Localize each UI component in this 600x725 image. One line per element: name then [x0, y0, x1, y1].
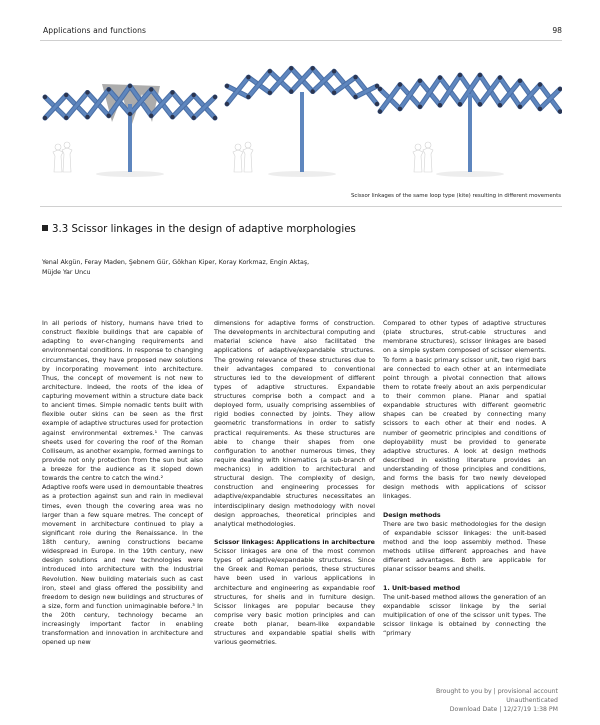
scissor-joint: [378, 87, 382, 91]
author-list: [42, 258, 342, 278]
page-number: 98: [552, 26, 562, 35]
human-silhouette-head: [55, 144, 61, 150]
scissor-joint: [311, 89, 315, 93]
scissor-joint: [107, 114, 111, 118]
col3-paragraph-1: Compared to other types of adaptive structures (plate structures, strut-cable structures and membrane structures), scissor linkages are based on a simple system composed of scissor elements. To form a basic primary scissor unit, two rigid bars are connected to each other at an intermediate point through a pivotal connection that allows them to rotate freely about an axis perpendicular to their common plane. Planar and spatial expandable structures with different geometric shapes can be created by connecting many scissors to each other at their end nodes. A number of geometric principles and conditions of deployability must be provided to generate adaptive structures. A look at design methods described in existing literature provides an understanding of those principles and conditions, and forms the basis for two newly developed design methods with applications of scissor linkages.: [383, 320, 546, 501]
scissor-joint: [478, 73, 482, 77]
scissor-joint: [538, 82, 542, 86]
scissor-joint: [149, 114, 153, 118]
scissor-joint: [170, 90, 174, 94]
scissor-joint: [268, 69, 272, 73]
scissor-joint: [538, 107, 542, 111]
human-silhouette-body: [53, 150, 63, 172]
human-silhouette-body: [62, 148, 72, 172]
scissor-joint: [268, 91, 272, 95]
section-square-icon: [42, 225, 48, 231]
scissor-joint: [353, 95, 357, 99]
footer-line-1: Brought to you by | provisional account: [435, 688, 558, 695]
scissor-joint: [43, 116, 47, 120]
scissor-joint: [332, 91, 336, 95]
col3-heading-design-methods: Design methods: [383, 511, 441, 519]
authors-line-2: Müjde Yar Uncu: [42, 269, 91, 277]
scissor-bar-highlight: [227, 77, 248, 104]
human-silhouette-body: [423, 148, 433, 172]
scissor-joint: [128, 112, 132, 116]
scissor-joint: [85, 115, 89, 119]
scissor-joint: [64, 93, 68, 97]
footer-line-2: Unauthenticated: [506, 696, 558, 704]
scissor-joint: [246, 75, 250, 79]
caption-rule: [40, 206, 562, 207]
scissor-joint: [85, 90, 89, 94]
col2-paragraph-2: Scissor linkages are one of the most common types of adaptive/expandable structures. Since the Greek and Roman periods, these structures have been used in various applications in architecture and engineering as expandable roof structures, for shells and in furniture design. Scissor linkages are popular because they comprise very basic motion principles and can create both planar, beam-like expandable structures and expandable spatial shells with various geometries.: [214, 548, 375, 647]
col2-paragraph-1: dimensions for adaptive forms of construction. The developments in architectural computing and material science have also facilitated the applications of adaptive/expandable structures. The growing relevance of these structures due to their advantages compared to conventional structures led to the development of different types of adaptive structures. Expandable structures comprise both a compact and a deployed form, usually comprising assemblies of rigid bodies connected by joints. They allow geometric transformations in order to satisfy practical requirements. As these structures are able to change their shapes from one configuration to another numerous times, they require dealing with kinematics (a sub-branch of mechanics) in addition to architectural and structural design. The complexity of design, construction and engineering processes for adaptive/expandable structures necessitates an interdisciplinary design methodology with novel design approaches, theoretical principles and analytical methodologies.: [214, 320, 375, 528]
running-title: Applications and functions: [43, 26, 147, 35]
scissor-joint: [246, 95, 250, 99]
scissor-joint: [418, 79, 422, 83]
footer-line-3: Download Date | 12/27/19 1:38 PM: [449, 705, 558, 713]
scissor-joint: [438, 75, 442, 79]
section-title: [42, 224, 356, 235]
scissor-joint: [107, 87, 111, 91]
scissor-joint: [558, 109, 562, 113]
col3-paragraph-2: There are two basic methodologies for the design of expandable scissor linkages: the unit-based method and the loop assembly method. These methods utilise different approaches and have different advantages. Both are applicable for planar scissor beams and shells.: [383, 520, 546, 574]
scissor-joint: [225, 102, 229, 106]
scissor-joint: [458, 73, 462, 77]
scissor-joint: [128, 84, 132, 88]
scissor-joint: [418, 104, 422, 108]
scissor-joint: [378, 109, 382, 113]
col2-heading: Scissor linkages: Applications in architecture: [214, 538, 375, 546]
human-silhouette-head: [425, 142, 431, 148]
scissor-joint: [192, 116, 196, 120]
scissor-joint: [353, 75, 357, 79]
scissor-joint: [438, 103, 442, 107]
section-title-text: 3.3 Scissor linkages in the design of adaptive morphologies: [52, 224, 356, 235]
scissor-joint: [498, 75, 502, 79]
figure-bars-layer: [45, 68, 560, 172]
scissor-joint: [332, 69, 336, 73]
figure-caption: Scissor linkages of the same loop type (kite) resulting in different movements: [350, 193, 561, 199]
col3-heading-unit-based: 1. Unit-based method: [383, 584, 461, 592]
scissor-joint: [225, 84, 229, 88]
scissor-joint: [375, 102, 379, 106]
scissor-linkage-figure: [40, 44, 562, 190]
header-rule: [40, 40, 562, 41]
human-silhouette-body: [413, 150, 423, 172]
human-silhouette-body: [233, 150, 243, 172]
scissor-joint: [398, 107, 402, 111]
text-column-3: [383, 319, 546, 638]
col1-paragraph-1: In all periods of history, humans have tried to construct flexible buildings that are capable of adapting to ever-changing requirements and environmental conditions. In response to changing circumstances, they have proposed new solutions by incorporating movement into architecture. Thus, the concept of movement is not new to architecture. Indeed, the roots of the idea of capturing movement within a structure date back to ancient times. Simple nomadic tents built with flexible outer skins can be seen as the first example of adaptive structures used for protection against environmental extremes.¹ The canvas sheets used for covering the roof of the Roman Colliseum, as another example, formed awnings to provide not only protection from the sun but also a breeze for the audience as it sloped down towards the centre to catch the wind.²: [42, 320, 203, 483]
footer-access-note: [358, 688, 558, 714]
text-column-1: [42, 319, 203, 648]
scissor-joint: [518, 104, 522, 108]
text-column-2: [214, 319, 375, 647]
human-silhouette-head: [235, 144, 241, 150]
scissor-joint: [398, 82, 402, 86]
scissor-joint: [149, 87, 153, 91]
authors-line-1: Yenal Akgün, Feray Maden, Şebnem Gür, Gökhan Kiper, Koray Korkmaz, Engin Aktaş,: [42, 259, 310, 266]
scissor-joint: [64, 116, 68, 120]
scissor-joint: [289, 66, 293, 70]
figure-humans-layer: [53, 142, 433, 172]
human-silhouette-body: [243, 148, 253, 172]
scissor-joint: [558, 87, 562, 91]
scissor-joint: [498, 103, 502, 107]
human-silhouette-head: [415, 144, 421, 150]
scissor-joint: [289, 89, 293, 93]
human-silhouette-head: [64, 142, 70, 148]
scissor-joint: [478, 102, 482, 106]
scissor-joint: [518, 79, 522, 83]
scissor-joint: [458, 102, 462, 106]
col3-paragraph-3: The unit-based method allows the generation of an expandable scissor linkage by the serial multiplication of one of the scissor unit types. The scissor linkage is obtained by connecting the “primary: [383, 593, 546, 638]
scissor-joint: [213, 95, 217, 99]
scissor-joint: [192, 93, 196, 97]
scissor-joint: [311, 66, 315, 70]
scissor-joint: [170, 115, 174, 119]
scissor-joint: [43, 95, 47, 99]
scissor-joint: [213, 116, 217, 120]
human-silhouette-head: [245, 142, 251, 148]
col1-paragraph-2: Adaptive roofs were used in demountable theatres as a protection against sun and rain in medieval times, even though the covering area was no larger than a few square metres. The concept of movement in architecture continued to play a significant role during the Renaissance. In the 18th century, awning constructions became widespread in Europe. In the 19th century, new design solutions and new technologies were introduced into architecture with the Industrial Revolution. New building materials such as cast iron, steel and glass offered the possibility and freedom to design new buildings and structures of a size, form and function unimaginable before.³ In the 20th century, technology became an increasingly important factor in enabling transformation and innovation in architecture and opened up new: [42, 484, 203, 647]
